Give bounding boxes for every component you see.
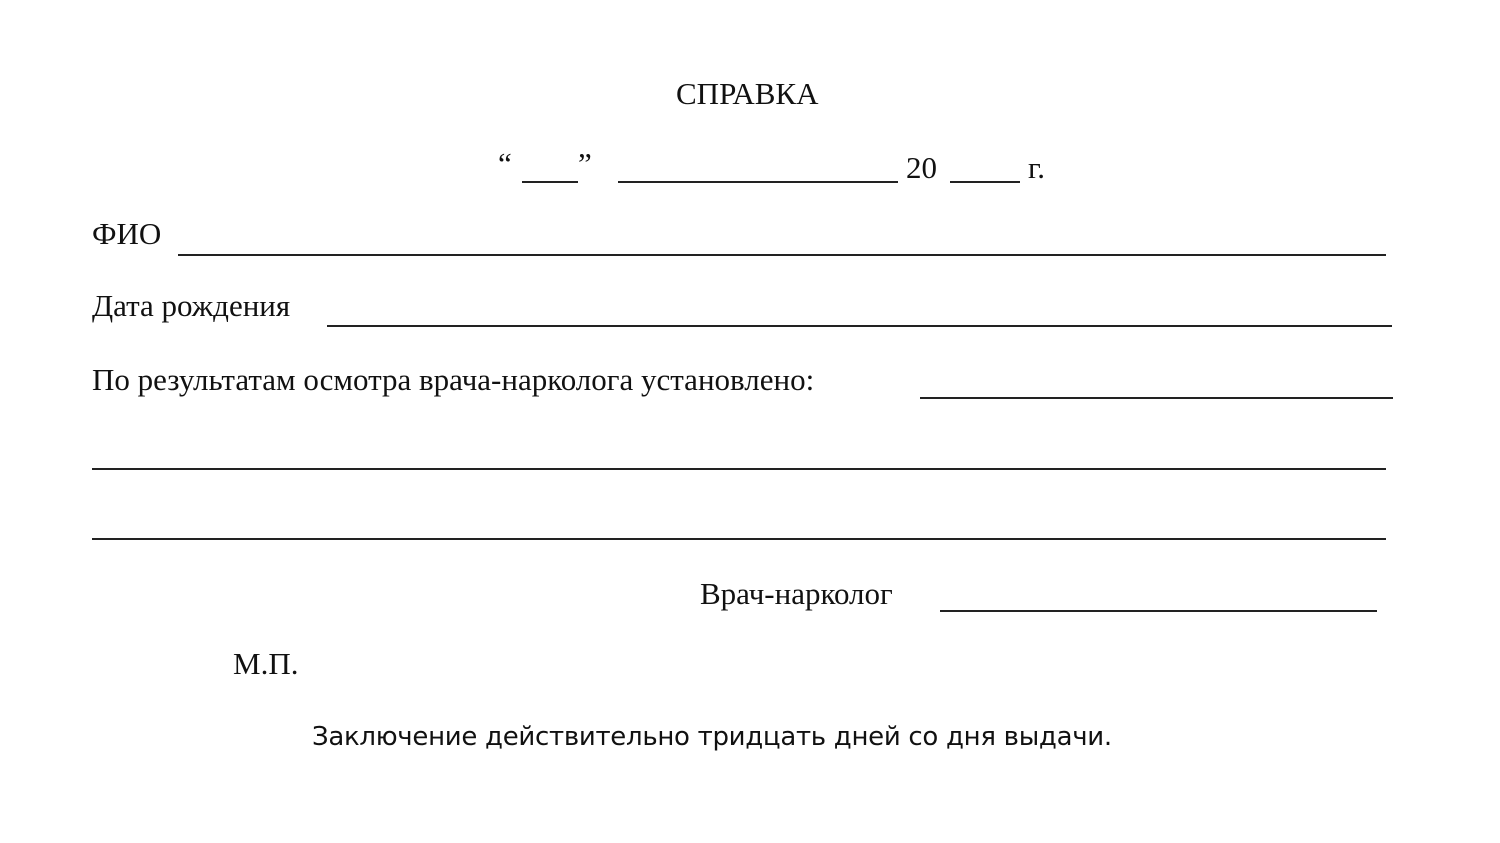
- year-suffix: г.: [1028, 150, 1045, 185]
- exam-result-blank-2[interactable]: [92, 468, 1386, 470]
- full-name-label: ФИО: [92, 216, 162, 251]
- document-title: СПРАВКА: [676, 76, 819, 111]
- year-blank[interactable]: [950, 181, 1020, 183]
- year-prefix: 20: [906, 150, 937, 185]
- birth-date-label: Дата рождения: [92, 288, 291, 323]
- exam-result-label: По результатам осмотра врача-нарколога установлено:: [92, 362, 815, 397]
- exam-result-blank-1[interactable]: [920, 397, 1393, 399]
- doctor-signature-blank[interactable]: [940, 610, 1377, 612]
- doctor-label: Врач-нарколог: [700, 576, 893, 611]
- footer-note: Заключение действительно тридцать дней со дня выдачи.: [312, 722, 1112, 752]
- exam-result-blank-3[interactable]: [92, 538, 1386, 540]
- close-quote: ”: [578, 146, 592, 181]
- full-name-blank[interactable]: [178, 254, 1386, 256]
- day-blank[interactable]: [522, 181, 578, 183]
- birth-date-blank[interactable]: [327, 325, 1392, 327]
- stamp-label: М.П.: [233, 646, 299, 681]
- open-quote: “: [498, 146, 512, 181]
- month-blank[interactable]: [618, 181, 898, 183]
